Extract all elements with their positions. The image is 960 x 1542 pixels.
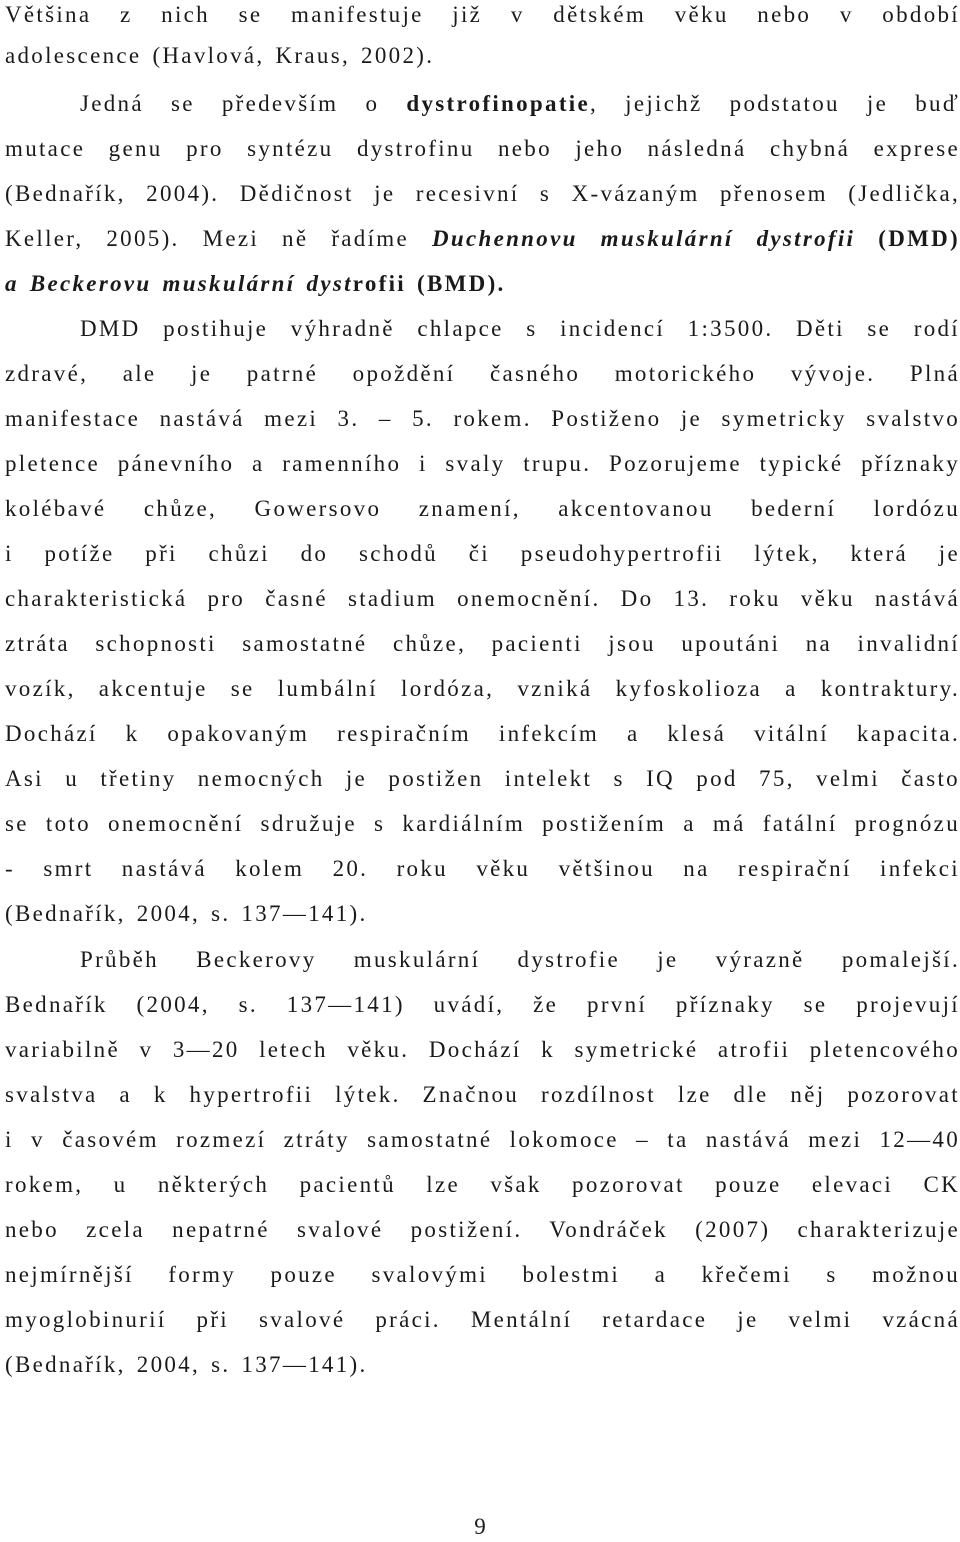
bold-abbrev-bmd: rofii (BMD). xyxy=(352,271,506,296)
text-run: Keller, 2005). Mezi ně řadíme xyxy=(5,226,432,251)
text-line: nebo zcela nepatrné svalové postižení. Vondráček (2007) charakterizuje xyxy=(5,1217,960,1242)
text-line: Dochází k opakovaným respiračním infekcím a klesá vitální kapacita. xyxy=(5,721,960,746)
text-line: (Bednařík, 2004, s. 137—141). xyxy=(5,901,368,926)
text-line: mutace genu pro syntézu dystrofinu nebo jeho následná chybná exprese xyxy=(5,136,960,161)
text-line: se toto onemocnění sdružuje s kardiálním postižením a má fatální prognózu xyxy=(5,811,960,836)
text-line: Průběh Beckerovy muskulární dystrofie je výrazně pomalejší. xyxy=(80,947,960,972)
text-line: - smrt nastává kolem 20. roku věku většinou na respirační infekci xyxy=(5,856,960,881)
text-run: Jedná se především o xyxy=(80,91,407,116)
text-line xyxy=(5,269,960,299)
text-line: svalstva a k hypertrofii lýtek. Značnou rozdílnost lze dle něj pozorovat xyxy=(5,1082,960,1107)
bold-term-dystrofinopatie: dystrofinopatie xyxy=(406,91,590,116)
text-line: DMD postihuje výhradně chlapce s incidencí 1:3500. Děti se rodí xyxy=(80,316,960,341)
text-line: kolébavé chůze, Gowersovo znamení, akcentovanou bederní lordózu xyxy=(5,496,960,521)
text-line: pletence pánevního a ramenního i svaly trupu. Pozorujeme typické příznaky xyxy=(5,451,960,476)
text-line: variabilně v 3—20 letech věku. Dochází k symetrické atrofii pletencového xyxy=(5,1037,960,1062)
text-line xyxy=(5,224,960,254)
text-line: ztráta schopnosti samostatné chůze, pacienti jsou upoutáni na invalidní xyxy=(5,631,960,656)
text-line: zdravé, ale je patrné opoždění časného motorického vývoje. Plná xyxy=(5,361,960,386)
text-line: myoglobinurií při svalové práci. Mentální retardace je velmi vzácná xyxy=(5,1307,960,1332)
text-line: i potíže při chůzi do schodů či pseudohypertrofii lýtek, která je xyxy=(5,541,960,566)
bold-italic-term-bmd: a Beckerovu muskulární dyst xyxy=(5,271,353,296)
page-number: 9 xyxy=(474,1514,486,1539)
text-line: i v časovém rozmezí ztráty samostatné lokomoce – ta nastává mezi 12—40 xyxy=(5,1127,960,1152)
text-line: Bednařík (2004, s. 137—141) uvádí, že první příznaky se projevují xyxy=(5,992,960,1017)
text-line: (Bednařík, 2004, s. 137—141). xyxy=(5,1352,368,1377)
text-line: adolescence (Havlová, Kraus, 2002). xyxy=(5,43,435,68)
text-line: vozík, akcentuje se lumbální lordóza, vzniká kyfoskolioza a kontraktury. xyxy=(5,676,960,701)
text-line: rokem, u některých pacientů lze však pozorovat pouze elevaci CK xyxy=(5,1172,960,1197)
text-line xyxy=(80,89,960,119)
text-line: charakteristická pro časné stadium onemocnění. Do 13. roku věku nastává xyxy=(5,586,960,611)
text-line: Většina z nich se manifestuje již v dětském věku nebo v období xyxy=(5,2,960,27)
text-line: Asi u třetiny nemocných je postižen intelekt s IQ pod 75, velmi často xyxy=(5,766,960,791)
bold-abbrev-dmd: (DMD) xyxy=(855,226,960,251)
bold-italic-term-dmd: Duchennovu muskulární dystrofii xyxy=(431,226,856,251)
text-line: (Bednařík, 2004). Dědičnost je recesivní s X-vázaným přenosem (Jedlička, xyxy=(5,181,960,206)
text-run: , jejichž podstatou je buď xyxy=(589,91,960,116)
text-line: manifestace nastává mezi 3. – 5. rokem. Postiženo je symetricky svalstvo xyxy=(5,406,960,431)
text-line: nejmírnější formy pouze svalovými bolestmi a křečemi s možnou xyxy=(5,1262,960,1287)
